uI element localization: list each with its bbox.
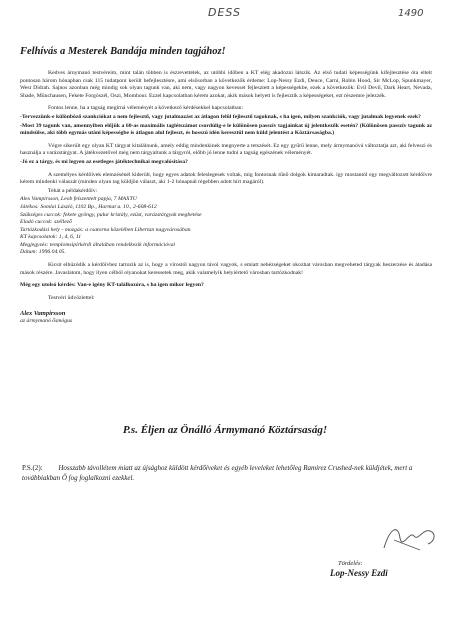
signature-name: Alex Vampirsson	[20, 310, 66, 318]
postscript	[22, 464, 432, 483]
paragraph: Kedves árnymanó testvéreim, mint talán többen is észrevettétek, az utóbbi időben a KT elég akadozni látszik. Az első tudati képességünk kifejlesztése óta eltelt pontosan három hónapban csak 115 tudatpont került befejlesztésre, ami elsősorban a következők érdeme: Lop-Nessy Ezdi, Deuce, Carni, Robin Hood, Sir McLop, Spunkmayer, West Didrah. Sajnos azonban még mindig sok olyan tagunk van, aki nem, vagy nagyon kevesset fejlesztett a képességekbe, ezek a következők: Evil Devil, Dark Heart, Nevada, Shade, Münchausen, Fekete Forgószél, Oszi, Momhour. Ezzel kapcsolatban kérem azokat, akik mások helyett is fejlesztik a képességeket, ezt részemre jelezzék.	[20, 70, 432, 99]
example-line: Játékos: Somlai László, 1102 Bp., Harmat u. 10., 2-608-612	[20, 203, 157, 210]
paragraph: Fontos lenne, ha a tagság megírná véleményét a következő kérdésekkel kapcsolatban:	[48, 105, 244, 112]
greeting: Testvéri üdvözlettel:	[48, 294, 95, 301]
example-line: KT kapcsolatok: 1, 4, 6, 11	[20, 234, 82, 241]
question: -Tervezzünk-e különböző szankciókat a nem fejlesztő, vagy jutalmazást az átlagon felül fejlesztő tagoknak, s ha igen, milyen szankciók, vagy jutalmak legyenek ezek?	[20, 113, 421, 120]
example-line: Szükséges cuccok: fekete gyöngy, pulur kristály, ezüst, varázstárgyak megbetése	[20, 211, 202, 218]
paragraph: Végre sikerült egy olyan KT tárgyat kitalálnunk, amely eddig mindenkinek megnyerte a tetszését. Ez egy gyűrű lenne, mely ármymanóvá változtatja azt, aki felveszi és használja a varázstárgyat. A játékvezetővel még nem tárgyaltunk a tárgyról, előbb jó lenne tudni a tagság egészének véleményét.	[20, 142, 432, 157]
postscript-label: P.S.(2):	[22, 464, 43, 472]
signature-role: az ármymanó ősmógus	[20, 318, 73, 325]
example-line: Alex Vampirsson, Leob felszentelt papja, 7 MAXTU	[20, 196, 137, 203]
paragraph: Kicsit elhúzódik a kérdőívhez tartozik az is, hogy a vírostól nagyon távol vagyok, s emiatt nehézségeket okozhat városban megveheted tárgyak beszerzése és átadása mások részére. Javaslatom, hogy ilyen célból olyanokat keressetek meg, akik valamelyik helyiértető városban tartózkodnak!	[20, 262, 432, 276]
slogan: P.s. Éljen az Önálló Ármymanó Köztársaság!	[122, 424, 328, 436]
signature-block	[20, 310, 432, 325]
layout-credit-name: Lop-Nessy Ezdi	[330, 568, 388, 578]
paragraph: Tehát a példakérdőív:	[48, 187, 98, 194]
layout-credit-label: Tördelés:	[338, 560, 363, 567]
letter-body	[20, 70, 432, 326]
postscript-text: Hosszabb távollétem miatt az újsághoz küldött kérdőíveket és egyéb leveleket lehetőleg Ramirez Crushed-nek küldjétek, mert a továbbiakban Ő fog foglalkozni ezekkel.	[22, 464, 413, 482]
handwritten-number: 1490	[398, 8, 424, 19]
example-line: Tartózkodási hely - mozgás: a csatorna közelében Libertan nagyvárosában	[20, 226, 191, 233]
example-form	[20, 196, 432, 257]
example-line: Dátum: 1996.04.05.	[20, 249, 66, 256]
paragraph: A személyes kérdőívek elemzésénél kiderült, hogy egyes adatok feleslegesek voltak, míg fontosnak tűnő dolgok kimaradtak. így mostantól egy megváltozott kérdőívre kérem mindenki válaszát (minden olyan tag küldjön választ, aki 1-2 hónapnál régebben adott hírt magáról).	[20, 171, 432, 186]
question: Még egy utolsó kérdés: Van-e igény KT-találkozóra, s ha igen mikor legyen?	[20, 282, 204, 289]
page-title: Felhívás a Mesterek Bandája minden tagjához!	[20, 46, 226, 57]
handwritten-mark: DESS	[208, 6, 241, 19]
question: -Jó ez a tárgy, és mi legyen az esetleges játéktechnikai megvalósítása?	[20, 158, 188, 165]
example-line: Eladó cuccok: széllező	[20, 219, 72, 226]
handwritten-signature-icon	[380, 520, 440, 554]
example-line: Megjegyzés: templomsipírkérdi általában rendelkezik információval	[20, 241, 176, 248]
question: -Most 39 tagunk van, amennyiben előjük a 60-as maximális taglétszámot csordúlig-e le különösen passzív tagjainkat új jelentkezők esetén? (Különösen passzív tagunk az mindsülse, aki több egymás utáni képességbe is átlagon alul fejleszt, és hosszú idén keresztül nem küld jelentést a Köztársaságba.)	[20, 122, 432, 137]
